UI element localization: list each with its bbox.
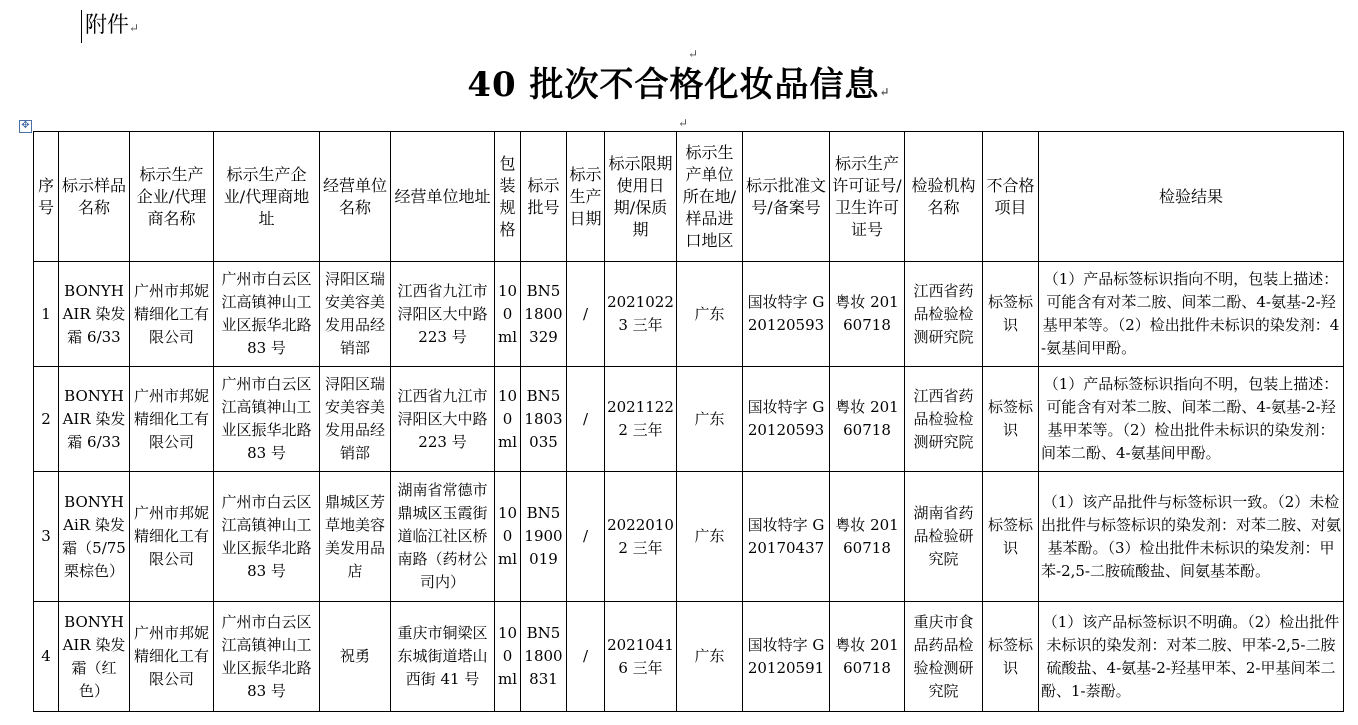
cell-product: BONYHAIR 染发霜 6/33 (59, 262, 130, 367)
cell-seller: 浔阳区瑞安美容美发用品经销部 (320, 367, 391, 472)
cell-package: 100 ml (495, 367, 521, 472)
cell-no: 4 (34, 602, 59, 712)
cell-producer: 广州市邦妮精细化工有限公司 (130, 472, 214, 602)
cell-expiry: 20210416 三年 (605, 602, 677, 712)
header-batch: 标示批号 (521, 132, 567, 262)
cell-expiry: 20220102 三年 (605, 472, 677, 602)
paragraph-mark: ↵ (678, 116, 689, 130)
header-approval: 标示批准文号/备案号 (743, 132, 830, 262)
cell-package: 100 ml (495, 262, 521, 367)
cell-producer: 广州市邦妮精细化工有限公司 (130, 602, 214, 712)
cell-batch: BN51803035 (521, 367, 567, 472)
table-move-handle-icon[interactable]: ✥ (19, 120, 32, 133)
cell-seller-address: 湖南省常德市鼎城区玉霞街道临江社区桥南路（药材公司内） (391, 472, 495, 602)
header-no: 序号 (34, 132, 59, 262)
cell-production-date: / (567, 262, 605, 367)
header-expiry: 标示限期使用日期/保质期 (605, 132, 677, 262)
cell-seller: 浔阳区瑞安美容美发用品经销部 (320, 262, 391, 367)
cell-batch: BN51800329 (521, 262, 567, 367)
cell-production-date: / (567, 367, 605, 472)
cell-approval: 国妆特字 G20120591 (743, 602, 830, 712)
header-lab: 检验机构名称 (905, 132, 983, 262)
cell-origin: 广东 (677, 602, 743, 712)
header-producer: 标示生产企业/代理商名称 (130, 132, 214, 262)
header-package: 包装规格 (495, 132, 521, 262)
header-product: 标示样品名称 (59, 132, 130, 262)
header-seller: 经营单位名称 (320, 132, 391, 262)
cell-product: BONYHAiR 染发霜（5/75 栗棕色） (59, 472, 130, 602)
cell-lab: 江西省药品检验检测研究院 (905, 367, 983, 472)
cell-origin: 广东 (677, 472, 743, 602)
cell-seller-address: 江西省九江市浔阳区大中路 223 号 (391, 262, 495, 367)
cell-package: 100 ml (495, 472, 521, 602)
cell-batch: BN51800831 (521, 602, 567, 712)
cell-item: 标签标识 (983, 472, 1039, 602)
header-production-date: 标示生产日期 (567, 132, 605, 262)
cell-license: 粤妆 20160718 (830, 602, 905, 712)
cell-no: 3 (34, 472, 59, 602)
paragraph-mark: ↵ (688, 47, 699, 61)
cell-result: （1）该产品标签标识不明确。（2）检出批件未标识的染发剂：对苯二胺、甲苯-2,5-二胺硫酸盐、4-氨基-2-羟基甲苯、2-甲基间苯二酚、1-萘酚。 (1039, 602, 1344, 712)
cell-seller: 祝勇 (320, 602, 391, 712)
cell-license: 粤妆 20160718 (830, 262, 905, 367)
cell-item: 标签标识 (983, 367, 1039, 472)
table-row (34, 602, 1344, 712)
cell-seller-address: 江西省九江市浔阳区大中路 223 号 (391, 367, 495, 472)
cell-expiry: 20210223 三年 (605, 262, 677, 367)
header-origin: 标示生产单位所在地/样品进口地区 (677, 132, 743, 262)
cell-producer-address: 广州市白云区江高镇神山工业区振华北路 83 号 (214, 262, 320, 367)
table-row (34, 262, 1344, 367)
header-license: 标示生产许可证号/卫生许可证号 (830, 132, 905, 262)
cell-origin: 广东 (677, 367, 743, 472)
cell-package: 100 ml (495, 602, 521, 712)
cell-lab: 重庆市食品药品检验检测研究院 (905, 602, 983, 712)
cell-item: 标签标识 (983, 262, 1039, 367)
cell-no: 1 (34, 262, 59, 367)
cell-lab: 江西省药品检验检测研究院 (905, 262, 983, 367)
cell-lab: 湖南省药品检验研究院 (905, 472, 983, 602)
cell-production-date: / (567, 602, 605, 712)
cell-result: （1）产品标签标识指向不明，包装上描述：可能含有对苯二胺、间苯二酚、4-氨基-2-羟基甲苯等。（2）检出批件未标识的染发剂：间苯二酚、4-氨基间甲酚。 (1039, 367, 1344, 472)
header-seller-address: 经营单位地址 (391, 132, 495, 262)
cell-approval: 国妆特字 G20170437 (743, 472, 830, 602)
text-cursor (81, 10, 82, 43)
attachment-label: 附件↵ (85, 13, 140, 38)
cell-producer: 广州市邦妮精细化工有限公司 (130, 262, 214, 367)
cell-batch: BN51900019 (521, 472, 567, 602)
cell-result: （1）产品标签标识指向不明，包装上描述：可能含有对苯二胺、间苯二酚、4-氨基-2-羟基甲苯等。（2）检出批件未标识的染发剂：4-氨基间甲酚。 (1039, 262, 1344, 367)
cell-producer-address: 广州市白云区江高镇神山工业区振华北路 83 号 (214, 472, 320, 602)
cell-producer-address: 广州市白云区江高镇神山工业区振华北路 83 号 (214, 367, 320, 472)
cell-producer-address: 广州市白云区江高镇神山工业区振华北路 83 号 (214, 602, 320, 712)
table-row (34, 472, 1344, 602)
defective-cosmetics-table (33, 131, 1344, 712)
cell-license: 粤妆 20160718 (830, 367, 905, 472)
cell-product: BONYHAIR 染发霜 6/33 (59, 367, 130, 472)
cell-approval: 国妆特字 G20120593 (743, 367, 830, 472)
cell-seller-address: 重庆市铜梁区东城街道塔山西街 41 号 (391, 602, 495, 712)
header-result: 检验结果 (1039, 132, 1344, 262)
cell-production-date: / (567, 472, 605, 602)
cell-license: 粤妆 20160718 (830, 472, 905, 602)
cell-seller: 鼎城区芳草地美容美发用品店 (320, 472, 391, 602)
header-producer-address: 标示生产企业/代理商地址 (214, 132, 320, 262)
cell-producer: 广州市邦妮精细化工有限公司 (130, 367, 214, 472)
cell-item: 标签标识 (983, 602, 1039, 712)
table-header-row (34, 132, 1344, 262)
cell-product: BONYHAIR 染发霜（红色） (59, 602, 130, 712)
cell-origin: 广东 (677, 262, 743, 367)
page-title: 40 批次不合格化妆品信息↵ (467, 65, 891, 105)
cell-approval: 国妆特字 G20120593 (743, 262, 830, 367)
header-item: 不合格项目 (983, 132, 1039, 262)
cell-result: （1）该产品批件与标签标识一致。（2）未检出批件与标签标识的染发剂：对苯二胺、对氨基苯酚。（3）检出批件未标识的染发剂：甲苯-2,5-二胺硫酸盐、间氨基苯酚。 (1039, 472, 1344, 602)
table-row (34, 367, 1344, 472)
cell-expiry: 20211222 三年 (605, 367, 677, 472)
cell-no: 2 (34, 367, 59, 472)
